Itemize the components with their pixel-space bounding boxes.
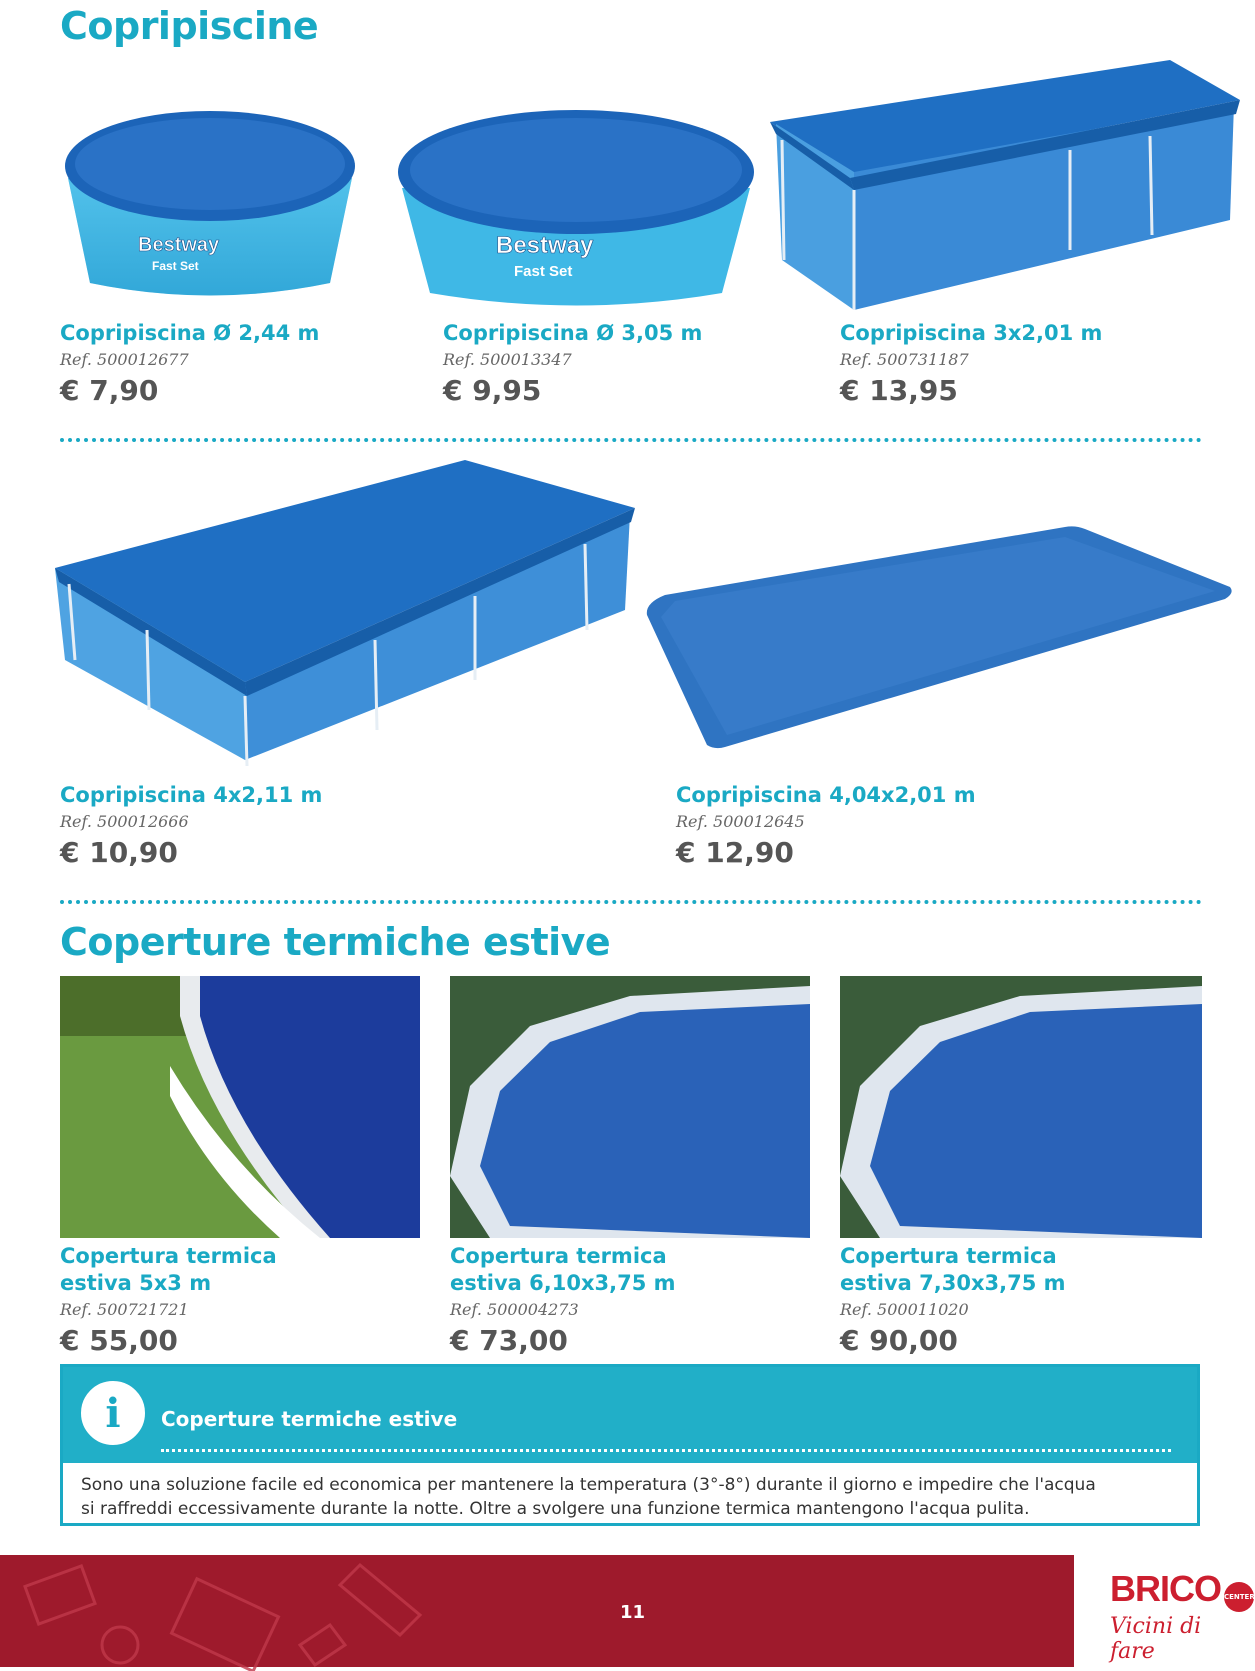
- product-price: € 10,90: [60, 836, 178, 869]
- info-title: Coperture termiche estive: [161, 1407, 458, 1431]
- product-price: € 12,90: [676, 836, 794, 869]
- product-photo-610x375[interactable]: [450, 976, 810, 1238]
- info-text-line2: si raffreddi eccessivamente durante la notte. Oltre a svolgere una funzione termica mantengono l'acqua pulita.: [81, 1499, 1030, 1519]
- info-box: [60, 1364, 1200, 1526]
- info-dotted-divider: [161, 1449, 1171, 1452]
- product-card-7[interactable]: [450, 1243, 676, 1359]
- product-card-2[interactable]: [443, 320, 702, 409]
- product-image-rect-4x2[interactable]: [55, 460, 635, 770]
- product-ref: Ref. 500013347: [443, 350, 572, 369]
- product-name: Copripiscina 4,04x2,01 m: [676, 783, 976, 807]
- section-title-coperture: Coperture termiche estive: [60, 920, 611, 964]
- dotted-divider: [60, 900, 1202, 904]
- product-price: € 90,00: [840, 1324, 958, 1357]
- product-image-rect-3x2[interactable]: [770, 60, 1240, 310]
- page-number: 11: [620, 1602, 646, 1623]
- product-name-line2: estiva 5x3 m: [60, 1271, 212, 1295]
- info-text-line1: Sono una soluzione facile ed economica per mantenere la temperatura (3°-8°) durante il giorno e impedire che l'acqua: [81, 1475, 1096, 1495]
- product-name-line1: Copertura termica: [60, 1244, 277, 1268]
- product-image-flat-cover[interactable]: [645, 525, 1235, 750]
- product-ref: Ref. 500721721: [60, 1300, 189, 1319]
- dotted-divider: [60, 438, 1202, 442]
- product-card-5[interactable]: [676, 782, 976, 871]
- fast-set-logo: Fast Set: [152, 259, 199, 273]
- product-name-line2: estiva 6,10x3,75 m: [450, 1271, 676, 1295]
- product-card-8[interactable]: [840, 1243, 1066, 1359]
- product-image-round-244[interactable]: [60, 108, 360, 298]
- product-ref: Ref. 500012677: [60, 350, 189, 369]
- product-card-1[interactable]: [60, 320, 319, 409]
- footer-band: [0, 1555, 1074, 1667]
- product-name: Copripiscina 4x2,11 m: [60, 783, 323, 807]
- product-price: € 9,95: [443, 374, 542, 407]
- product-card-6[interactable]: [60, 1243, 277, 1359]
- product-ref: Ref. 500012666: [60, 812, 189, 831]
- product-name: Copripiscina 3x2,01 m: [840, 321, 1103, 345]
- product-name-line2: estiva 7,30x3,75 m: [840, 1271, 1066, 1295]
- product-name-line1: Copertura termica: [840, 1244, 1057, 1268]
- product-photo-5x3[interactable]: [60, 976, 420, 1238]
- bestway-logo: Bestway: [496, 232, 594, 259]
- product-price: € 7,90: [60, 374, 159, 407]
- section-title-copripiscine: Copripiscine: [60, 4, 319, 48]
- logo-badge: CENTER: [1224, 1582, 1254, 1612]
- product-ref: Ref. 500731187: [840, 350, 969, 369]
- brico-center-logo[interactable]: [1110, 1568, 1255, 1664]
- product-name: Copripiscina Ø 2,44 m: [60, 321, 320, 345]
- product-price: € 13,95: [840, 374, 958, 407]
- fast-set-logo: Fast Set: [514, 263, 573, 280]
- product-image-round-305[interactable]: [396, 108, 756, 308]
- product-price: € 55,00: [60, 1324, 178, 1357]
- product-ref: Ref. 500012645: [676, 812, 805, 831]
- product-ref: Ref. 500011020: [840, 1300, 969, 1319]
- product-name-line1: Copertura termica: [450, 1244, 667, 1268]
- bestway-logo: Bestway: [138, 234, 220, 256]
- info-icon: i: [81, 1381, 145, 1445]
- product-name: Copripiscina Ø 3,05 m: [443, 321, 703, 345]
- product-ref: Ref. 500004273: [450, 1300, 579, 1319]
- product-price: € 73,00: [450, 1324, 568, 1357]
- logo-text: BRICO: [1110, 1568, 1221, 1609]
- product-card-3[interactable]: [840, 320, 1102, 409]
- logo-tagline: Vicini di fare: [1110, 1614, 1202, 1664]
- info-text: [81, 1473, 1181, 1521]
- product-card-4[interactable]: [60, 782, 322, 871]
- info-header: [63, 1367, 1197, 1463]
- product-photo-730x375[interactable]: [840, 976, 1202, 1238]
- tools-pattern-icon: [0, 1555, 1074, 1667]
